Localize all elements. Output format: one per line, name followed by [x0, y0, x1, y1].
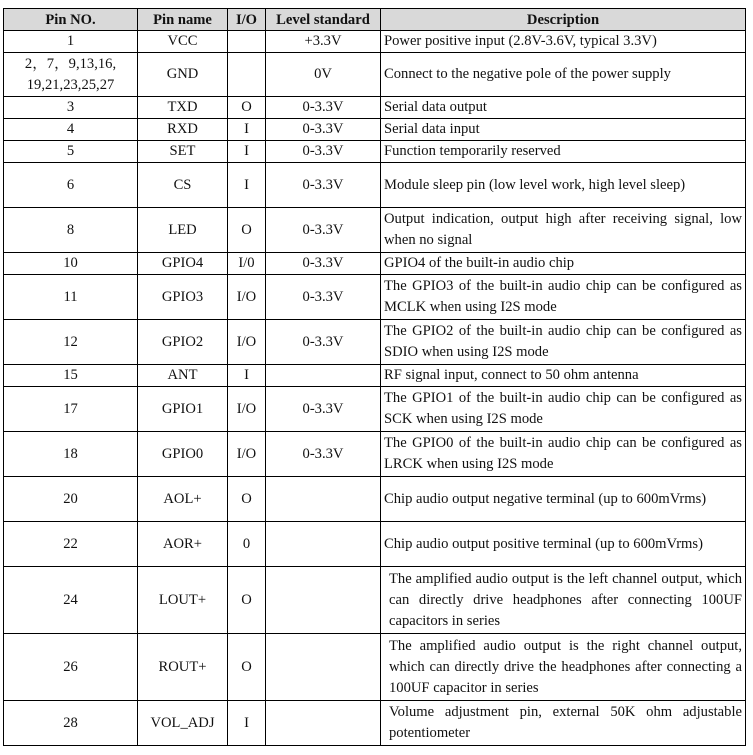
header-level-standard: Level standard [266, 9, 381, 31]
pin-name-cell: AOR+ [138, 522, 228, 567]
table-row [4, 320, 746, 365]
pin-number-cell: 3 [4, 97, 138, 119]
level-standard-cell: 0-3.3V [266, 320, 381, 365]
pin-name-cell: GND [138, 53, 228, 97]
table-row [4, 477, 746, 522]
table-row [4, 365, 746, 387]
pin-name-cell: GPIO4 [138, 253, 228, 275]
pin-number-cell: 6 [4, 163, 138, 208]
table-row [4, 522, 746, 567]
pin-name-cell: SET [138, 141, 228, 163]
description-cell: RF signal input, connect to 50 ohm antenna [381, 365, 746, 387]
pin-name-cell: VCC [138, 31, 228, 53]
pin-number-cell: 8 [4, 208, 138, 253]
header-description: Description [381, 9, 746, 31]
table-row [4, 119, 746, 141]
description-cell: Chip audio output negative terminal (up to 600mVrms) [381, 477, 746, 522]
io-cell: I [228, 163, 266, 208]
pin-name-cell: AOL+ [138, 477, 228, 522]
level-standard-cell: 0-3.3V [266, 119, 381, 141]
io-cell: O [228, 567, 266, 634]
pin-number-cell: 18 [4, 432, 138, 477]
pin-name-cell: GPIO3 [138, 275, 228, 320]
pin-definition-table [3, 8, 746, 746]
io-cell: 0 [228, 522, 266, 567]
table-row [4, 163, 746, 208]
level-standard-cell [266, 365, 381, 387]
pin-number-cell: 11 [4, 275, 138, 320]
table-header-row [4, 9, 746, 31]
description-cell: The GPIO3 of the built-in audio chip can be configured as MCLK when using I2S mode [381, 275, 746, 320]
pin-number-cell: 20 [4, 477, 138, 522]
table-row [4, 208, 746, 253]
pin-number-cell: 17 [4, 387, 138, 432]
table-row [4, 634, 746, 701]
level-standard-cell: 0-3.3V [266, 208, 381, 253]
description-cell: The amplified audio output is the right channel output, which can directly drive the headphones after connecting a 100UF capacitor in series [381, 634, 746, 701]
level-standard-cell: 0-3.3V [266, 253, 381, 275]
pin-number-cell: 24 [4, 567, 138, 634]
io-cell: O [228, 97, 266, 119]
pin-name-cell: ROUT+ [138, 634, 228, 701]
description-cell: The GPIO2 of the built-in audio chip can be configured as SDIO when using I2S mode [381, 320, 746, 365]
level-standard-cell: 0-3.3V [266, 275, 381, 320]
description-cell: Power positive input (2.8V-3.6V, typical 3.3V) [381, 31, 746, 53]
pin-name-cell: GPIO2 [138, 320, 228, 365]
table-row [4, 141, 746, 163]
io-cell: I [228, 141, 266, 163]
io-cell [228, 31, 266, 53]
description-cell: Serial data output [381, 97, 746, 119]
io-cell: I [228, 119, 266, 141]
pin-name-cell: ANT [138, 365, 228, 387]
description-cell: The GPIO0 of the built-in audio chip can be configured as LRCK when using I2S mode [381, 432, 746, 477]
io-cell: I [228, 701, 266, 746]
io-cell: I/0 [228, 253, 266, 275]
pin-name-cell: GPIO0 [138, 432, 228, 477]
level-standard-cell: 0V [266, 53, 381, 97]
io-cell: O [228, 634, 266, 701]
pin-name-cell: VOL_ADJ [138, 701, 228, 746]
header-pin-no: Pin NO. [4, 9, 138, 31]
io-cell: I/O [228, 275, 266, 320]
pin-number-cell: 22 [4, 522, 138, 567]
io-cell: O [228, 208, 266, 253]
pin-name-cell: LED [138, 208, 228, 253]
pin-number-cell: 12 [4, 320, 138, 365]
pin-name-cell: TXD [138, 97, 228, 119]
level-standard-cell: 0-3.3V [266, 141, 381, 163]
pin-name-cell: RXD [138, 119, 228, 141]
io-cell: I/O [228, 320, 266, 365]
level-standard-cell: +3.3V [266, 31, 381, 53]
pin-number-cell: 5 [4, 141, 138, 163]
header-io: I/O [228, 9, 266, 31]
level-standard-cell [266, 567, 381, 634]
description-cell: Function temporarily reserved [381, 141, 746, 163]
pin-number-cell: 2，7，9,13,16, 19,21,23,25,27 [4, 53, 138, 97]
pin-number-cell: 26 [4, 634, 138, 701]
level-standard-cell [266, 634, 381, 701]
description-cell: Chip audio output positive terminal (up to 600mVrms) [381, 522, 746, 567]
table-row [4, 701, 746, 746]
description-cell: Connect to the negative pole of the power supply [381, 53, 746, 97]
pin-name-cell: LOUT+ [138, 567, 228, 634]
description-cell: Serial data input [381, 119, 746, 141]
table-row [4, 432, 746, 477]
pin-number-cell: 28 [4, 701, 138, 746]
description-cell: GPIO4 of the built-in audio chip [381, 253, 746, 275]
pin-name-cell: CS [138, 163, 228, 208]
level-standard-cell [266, 477, 381, 522]
level-standard-cell: 0-3.3V [266, 432, 381, 477]
pin-number-cell: 15 [4, 365, 138, 387]
io-cell: O [228, 477, 266, 522]
table-row [4, 53, 746, 97]
pin-number-cell: 10 [4, 253, 138, 275]
description-cell: The GPIO1 of the built-in audio chip can be configured as SCK when using I2S mode [381, 387, 746, 432]
io-cell: I [228, 365, 266, 387]
table-row [4, 97, 746, 119]
pin-number-cell: 4 [4, 119, 138, 141]
description-cell: Output indication, output high after receiving signal, low when no signal [381, 208, 746, 253]
table-row [4, 275, 746, 320]
description-cell: Module sleep pin (low level work, high level sleep) [381, 163, 746, 208]
level-standard-cell: 0-3.3V [266, 163, 381, 208]
table-row [4, 387, 746, 432]
level-standard-cell [266, 701, 381, 746]
table-row [4, 253, 746, 275]
description-cell: The amplified audio output is the left channel output, which can directly drive headphones after connecting 100UF capacitors in series [381, 567, 746, 634]
table-row [4, 31, 746, 53]
level-standard-cell: 0-3.3V [266, 97, 381, 119]
header-pin-name: Pin name [138, 9, 228, 31]
pin-name-cell: GPIO1 [138, 387, 228, 432]
level-standard-cell [266, 522, 381, 567]
io-cell: I/O [228, 432, 266, 477]
description-cell: Volume adjustment pin, external 50K ohm adjustable potentiometer [381, 701, 746, 746]
table-row [4, 567, 746, 634]
pin-number-cell: 1 [4, 31, 138, 53]
table-body [4, 31, 746, 746]
level-standard-cell: 0-3.3V [266, 387, 381, 432]
io-cell: I/O [228, 387, 266, 432]
io-cell [228, 53, 266, 97]
